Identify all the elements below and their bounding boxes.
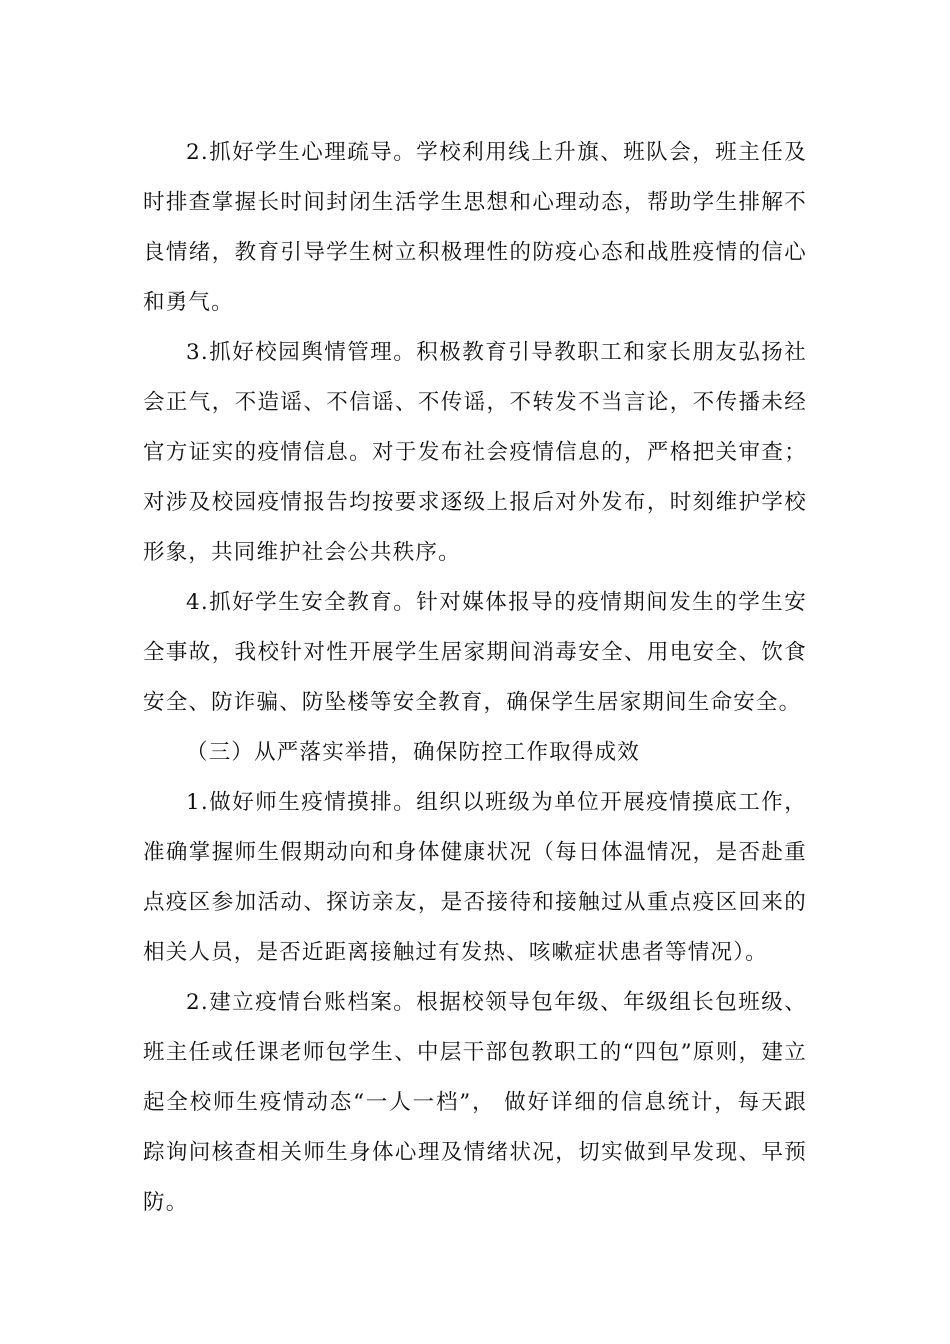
paragraph-public-opinion-management: 3.抓好校园舆情管理。积极教育引导教职工和家长朋友弘扬社会正气，不造谣、不信谣、不传谣，不转发不当言论，不传播未经官方证实的疫情信息。对于发布社会疫情信息的，严格把关审查；对涉及校园疫情报告均按要求逐级上报后对外发布，时刻维护学校形象，共同维护社会公共秩序。 — [143, 340, 807, 565]
section-heading-strict-measures: （三）从严落实举措，确保防控工作取得成效 — [186, 740, 641, 765]
paragraph-psychological-counseling: 2.抓好学生心理疏导。学校利用线上升旗、班队会，班主任及时排查掌握长时间封闭生活学生思想和心理动态，帮助学生排解不良情绪，教育引导学生树立积极理性的防疫心态和战胜疫情的信心和勇气。 — [143, 140, 807, 315]
paragraph-epidemic-records: 2.建立疫情台账档案。根据校领导包年级、年级组长包班级、班主任或任课老师包学生、中层干部包教职工的“四包”原则，建立起全校师生疫情动态“一人一档”， 做好详细的信息统计，每天跟踪询问核查相关师生身体心理及情绪状况，切实做到早发现、早预防。 — [143, 990, 807, 1215]
document-body — [143, 128, 807, 1228]
paragraph-safety-education: 4.抓好学生安全教育。针对媒体报导的疫情期间发生的学生安全事故，我校针对性开展学生居家期间消毒安全、用电安全、饮食安全、防诈骗、防坠楼等安全教育，确保学生居家期间生命安全。 — [143, 590, 807, 715]
paragraph-epidemic-screening: 1.做好师生疫情摸排。组织以班级为单位开展疫情摸底工作，准确掌握师生假期动向和身体健康状况（每日体温情况，是否赴重点疫区参加活动、探访亲友，是否接待和接触过从重点疫区回来的相关人员，是否近距离接触过有发热、咳嗽症状患者等情况）。 — [143, 790, 807, 965]
